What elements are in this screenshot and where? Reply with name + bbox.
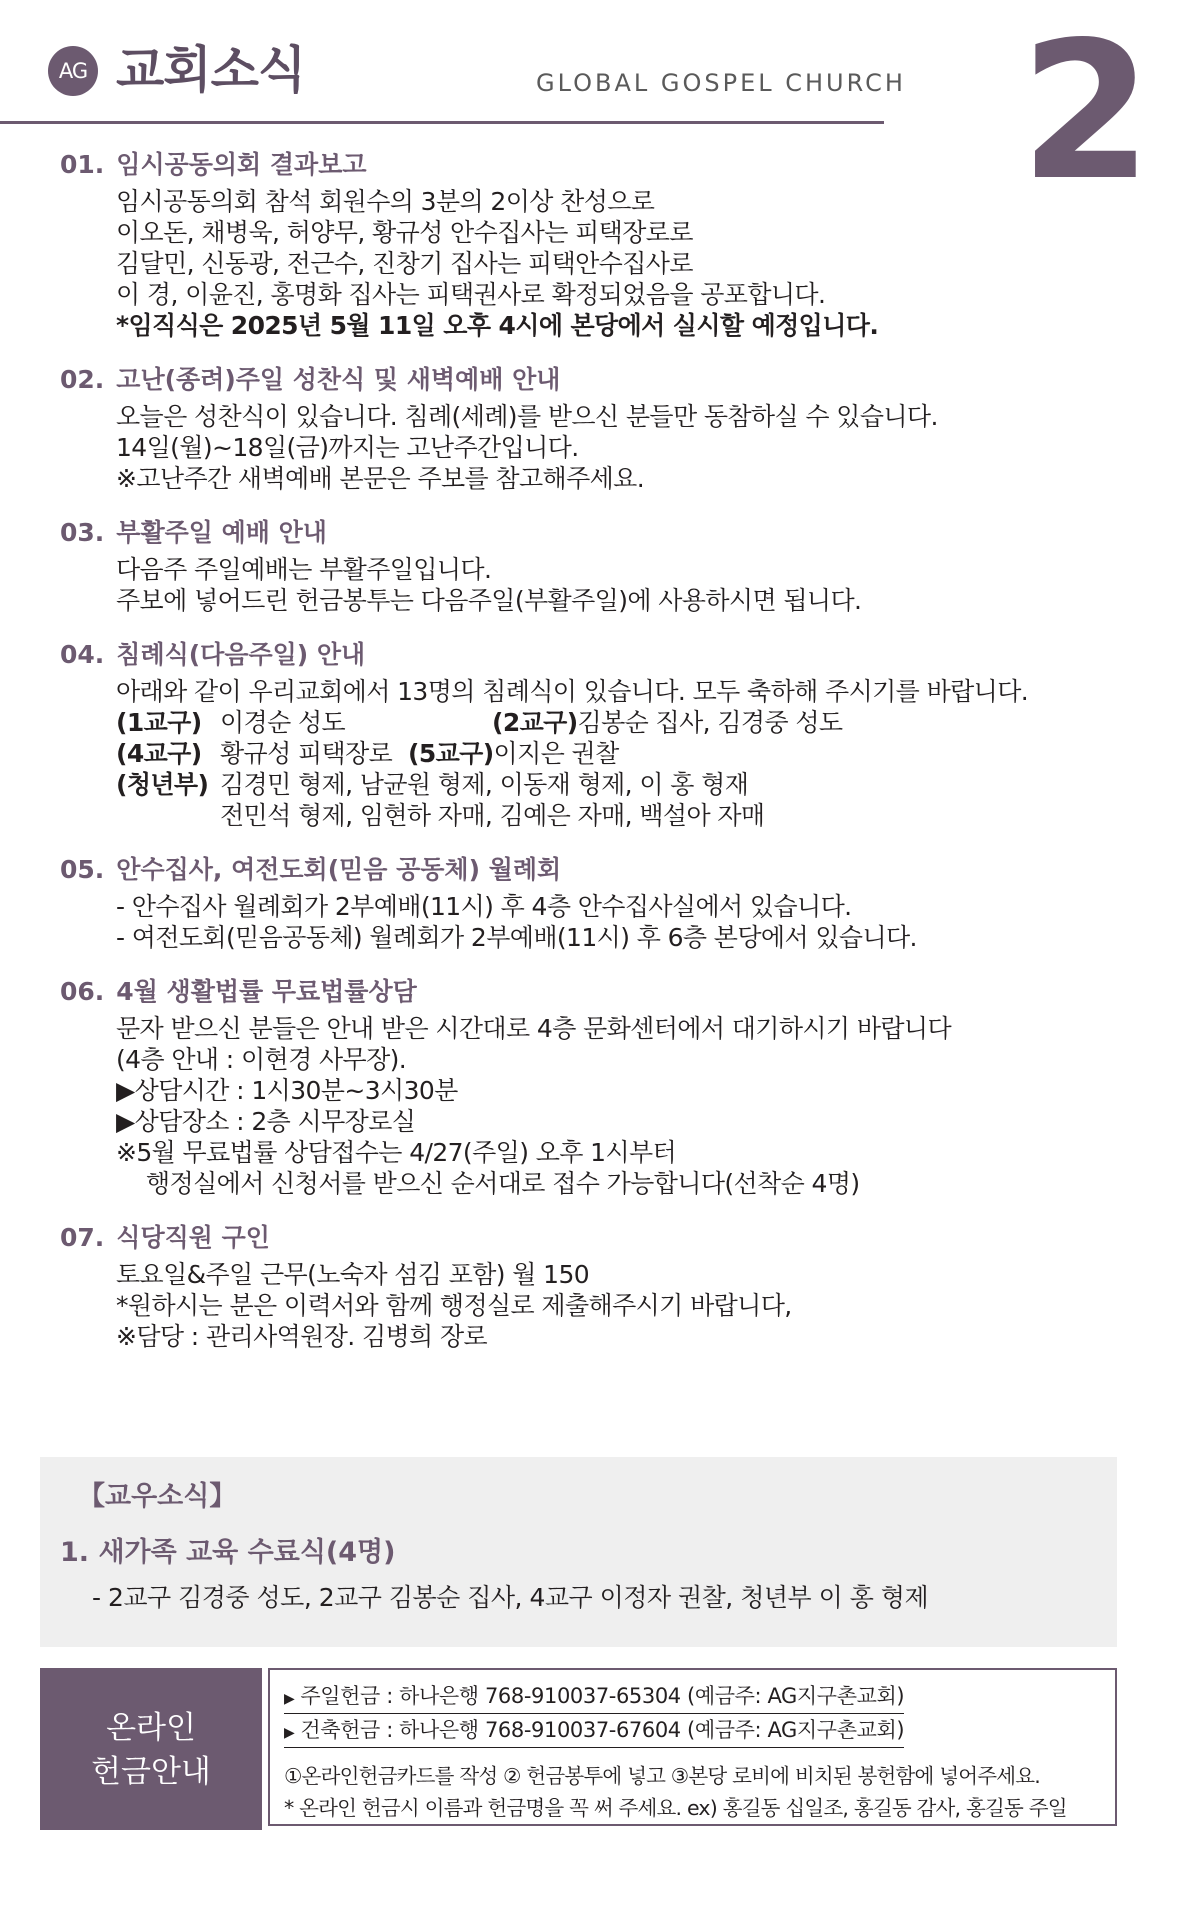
announcement-line: 행정실에서 신청서를 받으신 순서대로 접수 가능합니다(선착순 4명) <box>146 1169 860 1198</box>
announcement-item <box>0 363 1197 494</box>
giving-instruction: ①온라인헌금카드를 작성 ② 헌금봉투에 넣고 ③본당 로비에 비치된 봉헌함에 넣어주세요. <box>284 1764 1040 1788</box>
announcement-line: ※5월 무료법률 상담접수는 4/27(주일) 오후 1시부터 <box>116 1138 677 1167</box>
announcement-number: 01. <box>60 150 105 179</box>
giving-instruction: * 온라인 헌금시 이름과 헌금명을 꼭 써 주세요. ex) 홍길동 십일조, 홍길동 감사, 홍길동 주일 <box>284 1796 1067 1820</box>
announcement-line: *원하시는 분은 이력서와 함께 행정실로 제출해주시기 바랍니다, <box>116 1291 792 1320</box>
announcement-number: 02. <box>60 365 105 394</box>
announcement-item <box>0 853 1197 953</box>
announcement-line: 오늘은 성찬식이 있습니다. 침례(세례)를 받으신 분들만 동참하실 수 있습니다. <box>116 402 938 431</box>
church-logo: AG <box>48 46 98 96</box>
online-giving-label <box>40 1668 262 1830</box>
announcement-line: 문자 받으신 분들은 안내 받은 시간대로 4층 문화센터에서 대기하시기 바랍니다 <box>116 1014 952 1043</box>
announcement-item <box>0 516 1197 616</box>
announcement-heading: 4월 생활법률 무료법률상담 <box>116 977 417 1006</box>
announcement-line: 토요일&주일 근무(노숙자 섬김 포함) 월 150 <box>116 1260 590 1289</box>
group-label: (5교구) <box>408 739 494 768</box>
announcement-heading: 안수집사, 여전도회(믿음 공동체) 월례회 <box>116 855 562 884</box>
group-label: (1교구) <box>116 708 202 737</box>
announcement-line: 임시공동의회 참석 회원수의 3분의 2이상 찬성으로 <box>116 187 655 216</box>
announcement-heading: 식당직원 구인 <box>116 1223 270 1252</box>
announcement-line-emphasis: *임직식은 2025년 5월 11일 오후 4시에 본당에서 실시할 예정입니다. <box>116 311 879 340</box>
group-names: 이지은 권찰 <box>493 739 619 768</box>
announcement-line: ▶상담장소 : 2층 시무장로실 <box>116 1107 416 1136</box>
announcement-list <box>0 148 1197 1374</box>
announcement-line: - 안수집사 월례회가 2부예배(11시) 후 4층 안수집사실에서 있습니다. <box>116 892 852 921</box>
group-names: 김봉순 집사, 김경중 성도 <box>577 708 843 737</box>
announcement-heading: 임시공동의회 결과보고 <box>116 150 367 179</box>
announcement-number: 03. <box>60 518 105 547</box>
announcement-heading: 부활주일 예배 안내 <box>116 518 327 547</box>
baptism-group-row <box>116 707 1197 738</box>
account-text: 건축헌금 : 하나은행 768-910037-67604 (예금주: AG지구촌교회) <box>300 1718 905 1742</box>
online-giving-label-line: 헌금안내 <box>91 1754 211 1790</box>
header-divider <box>0 121 884 124</box>
announcement-item <box>0 148 1197 341</box>
announcement-item <box>0 1221 1197 1352</box>
announcement-heading: 고난(종려)주일 성찬식 및 새벽예배 안내 <box>116 365 561 394</box>
account-text: 주일헌금 : 하나은행 768-910037-65304 (예금주: AG지구촌교회) <box>300 1684 905 1708</box>
group-label: (2교구) <box>492 708 578 737</box>
baptism-group-list <box>0 707 1197 831</box>
announcement-line: 이오돈, 채병욱, 허양무, 황규성 안수집사는 피택장로로 <box>116 218 693 247</box>
account-line <box>284 1682 904 1714</box>
triangle-bullet-icon: ▶ <box>284 1691 295 1707</box>
announcement-line: 다음주 주일예배는 부활주일입니다. <box>116 555 492 584</box>
announcement-title <box>0 853 1197 887</box>
announcement-title <box>0 516 1197 550</box>
page-title: 교회소식 <box>116 41 306 99</box>
triangle-bullet-icon: ▶ <box>284 1725 295 1741</box>
announcement-title <box>0 975 1197 1009</box>
group-label: (4교구) <box>116 739 202 768</box>
group-names: 이경순 성도 <box>220 708 346 737</box>
announcement-heading: 침례식(다음주일) 안내 <box>116 640 366 669</box>
announcement-line: (4층 안내 : 이현경 사무장). <box>116 1045 407 1074</box>
baptism-group-row <box>116 800 1197 831</box>
announcement-number: 04. <box>60 640 105 669</box>
group-label: (청년부) <box>116 770 209 799</box>
announcement-item <box>0 638 1197 831</box>
announcement-item <box>0 975 1197 1199</box>
announcement-number: 06. <box>60 977 105 1006</box>
announcement-title <box>0 1221 1197 1255</box>
online-giving-info <box>268 1668 1117 1826</box>
baptism-group-row <box>116 769 1197 800</box>
account-line <box>284 1716 904 1748</box>
announcement-line: ▶상담시간 : 1시30분~3시30분 <box>116 1076 458 1105</box>
announcement-number: 05. <box>60 855 105 884</box>
church-name: GLOBAL GOSPEL CHURCH <box>536 69 906 97</box>
member-news-item-title: 1. 새가족 교육 수료식(4명) <box>60 1537 396 1568</box>
announcement-title <box>0 148 1197 182</box>
announcement-line: ※고난주간 새벽예배 본문은 주보를 참고해주세요. <box>116 464 645 493</box>
announcement-title <box>0 638 1197 672</box>
group-spacer <box>116 800 220 831</box>
announcement-line: 주보에 넣어드린 헌금봉투는 다음주일(부활주일)에 사용하시면 됩니다. <box>116 586 862 615</box>
member-news-section <box>40 1457 1117 1647</box>
baptism-group-row <box>116 738 1197 769</box>
announcement-line: 이 경, 이윤진, 홍명화 집사는 피택권사로 확정되었음을 공포합니다. <box>116 280 826 309</box>
member-news-title: 【교우소식】 <box>78 1481 237 1512</box>
announcement-line: 김달민, 신동광, 전근수, 진창기 집사는 피택안수집사로 <box>116 249 693 278</box>
group-names: 전민석 형제, 임현하 자매, 김예은 자매, 백설아 자매 <box>220 801 765 830</box>
announcement-line: 14일(월)~18일(금)까지는 고난주간입니다. <box>116 433 579 462</box>
announcement-number: 07. <box>60 1223 105 1252</box>
announcement-line: 아래와 같이 우리교회에서 13명의 침례식이 있습니다. 모두 축하해 주시기를 바랍니다. <box>116 677 1029 706</box>
group-names: 김경민 형제, 남균원 형제, 이동재 형제, 이 홍 형재 <box>220 770 749 799</box>
announcement-line: ※담당 : 관리사역원장. 김병희 장로 <box>116 1322 488 1351</box>
online-giving-label-line: 온라인 <box>106 1710 196 1746</box>
page-number: 2 <box>1020 1 1153 222</box>
group-names: 황규성 피택장로 <box>220 739 393 768</box>
member-news-item-detail: - 2교구 김경중 성도, 2교구 김봉순 집사, 4교구 이정자 권찰, 청년부 이 홍 형제 <box>92 1583 929 1612</box>
announcement-title <box>0 363 1197 397</box>
announcement-line: - 여전도회(믿음공동체) 월례회가 2부예배(11시) 후 6층 본당에서 있습니다. <box>116 923 917 952</box>
